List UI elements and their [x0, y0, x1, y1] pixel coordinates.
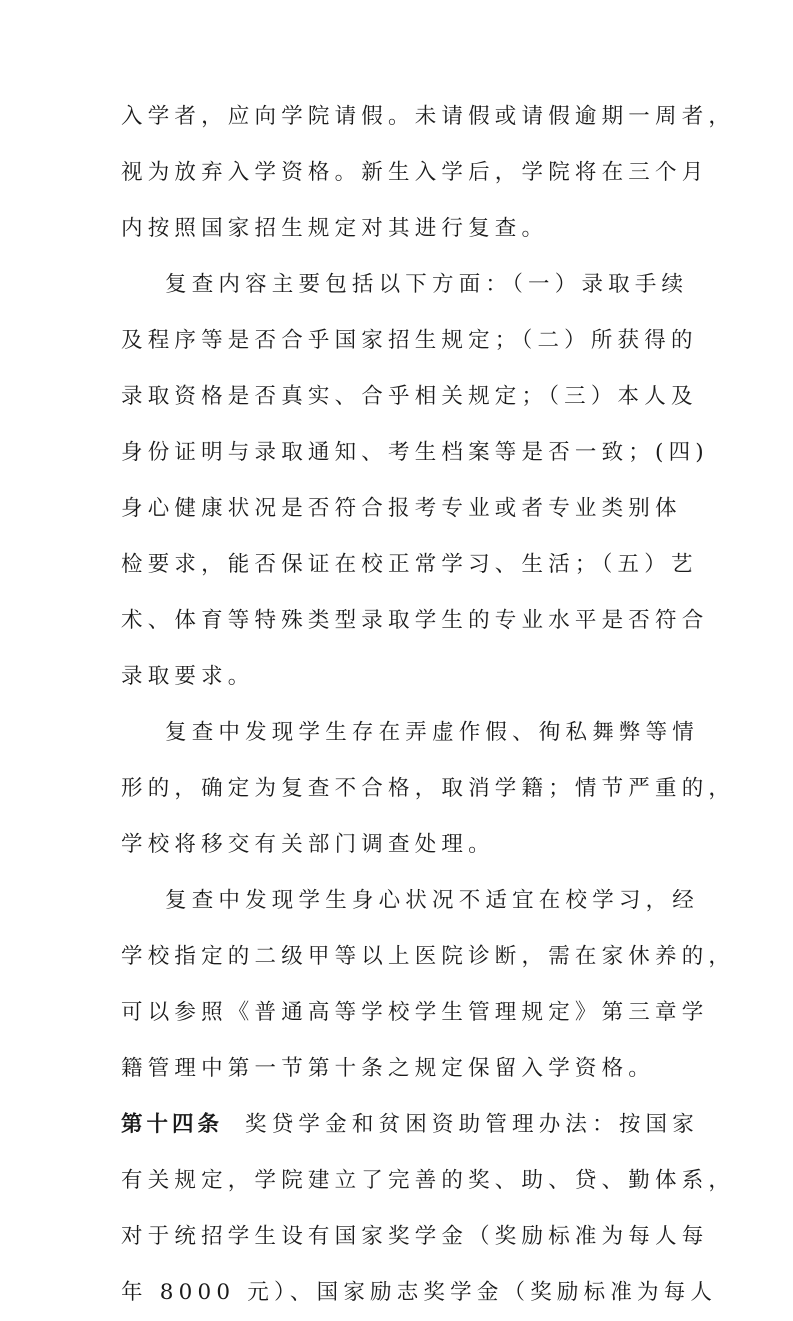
text-line: 入学者，应向学院请假。未请假或请假逾期一周者， [121, 104, 736, 129]
text-line: 身心健康状况是否符合报考专业或者专业类别体 [121, 496, 682, 521]
article-14-title: 第十四条 [121, 1112, 224, 1137]
text-line: 录取要求。 [121, 664, 255, 689]
document-body [121, 89, 736, 1321]
text-line: 学校指定的二级甲等以上医院诊断，需在家休养的， [121, 944, 736, 969]
article-14-first-line [121, 1097, 699, 1153]
paragraph-start-line: 复查中发现学生存在弄虚作假、徇私舞弊等情 [165, 720, 700, 745]
text-line: 内按照国家招生规定对其进行复查。 [121, 216, 549, 241]
text-line: 学校将移交有关部门调查处理。 [121, 832, 495, 857]
text-line: 籍管理中第一节第十条之规定保留入学资格。 [121, 1056, 656, 1081]
text-line: 形的，确定为复查不合格，取消学籍；情节严重的， [121, 776, 736, 801]
text-line: 及程序等是否合乎国家招生规定；（二）所获得的 [121, 328, 698, 353]
text-line: 术、体育等特殊类型录取学生的专业水平是否符合 [121, 608, 709, 633]
paragraph-start-line: 复查中发现学生身心状况不适宜在校学习，经 [165, 888, 700, 913]
text-line: 可以参照《普通高等学校学生管理规定》第三章学 [121, 1000, 709, 1025]
text-line: 检要求，能否保证在校正常学习、生活；（五）艺 [121, 552, 698, 577]
text-line: 对于统招学生设有国家奖学金（奖励标准为每人每 [121, 1224, 709, 1249]
text-line: 录取资格是否真实、合乎相关规定；（三）本人及 [121, 384, 698, 409]
text-line: 身份证明与录取通知、考生档案等是否一致；(四) [121, 440, 709, 465]
text-line: 视为放弃入学资格。新生入学后，学院将在三个月 [121, 160, 709, 185]
article-14-text: 奖贷学金和贫困资助管理办法：按国家 [245, 1112, 699, 1137]
text-line: 有关规定，学院建立了完善的奖、助、贷、勤体系， [121, 1168, 736, 1193]
text-line: 年 8000 元）、国家励志奖学金（奖励标准为每人 [121, 1280, 718, 1305]
paragraph-start-line: 复查内容主要包括以下方面：（一）录取手续 [165, 272, 689, 297]
